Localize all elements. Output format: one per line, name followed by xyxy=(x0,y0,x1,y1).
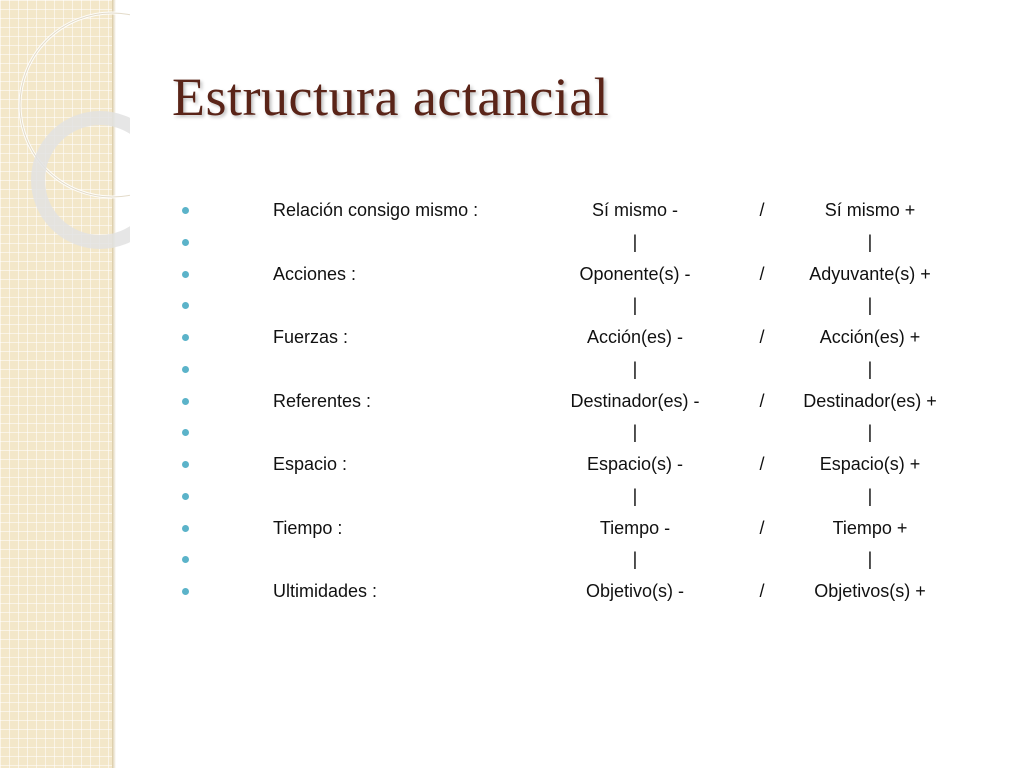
bullet-icon xyxy=(182,525,189,532)
bullet-icon xyxy=(182,207,189,214)
row-positive-term: | xyxy=(867,231,873,252)
slide-title: Estructura actancial xyxy=(172,67,610,127)
row-negative-term: Objetivo(s) - xyxy=(585,581,684,601)
row-positive-term: Acción(es) + xyxy=(819,327,921,347)
bullet-icon xyxy=(182,366,189,373)
row-separator: / xyxy=(759,263,765,284)
list-item xyxy=(0,576,1024,606)
row-separator: / xyxy=(759,581,765,601)
row-negative-term: Acción(es) - xyxy=(586,327,684,347)
list-item xyxy=(0,322,1024,352)
row-separator: / xyxy=(759,327,765,347)
row-negative-term: | xyxy=(632,295,638,316)
row-positive-term: | xyxy=(867,549,873,570)
row-positive-term: Destinador(es) + xyxy=(803,390,937,411)
bullet-icon xyxy=(182,429,189,436)
bullet-icon xyxy=(182,493,189,500)
row-label: Espacio : xyxy=(273,454,348,474)
row-positive-term: Sí mismo + xyxy=(824,200,916,220)
row-positive-term: Espacio(s) + xyxy=(819,454,921,474)
list-item xyxy=(0,227,1024,257)
list-item xyxy=(0,386,1024,416)
bullet-icon xyxy=(182,334,189,341)
row-positive-term: Objetivos(s) + xyxy=(814,581,926,601)
bullet-icon xyxy=(182,398,189,405)
row-positive-term: | xyxy=(867,358,873,379)
row-separator: / xyxy=(759,390,765,411)
row-separator: / xyxy=(759,517,765,538)
bullet-icon xyxy=(182,271,189,278)
row-label: Ultimidades : xyxy=(273,581,378,601)
row-negative-term: Oponente(s) - xyxy=(579,263,691,284)
row-positive-term: Adyuvante(s) + xyxy=(809,263,931,284)
bullet-icon xyxy=(182,239,189,246)
list-item xyxy=(0,354,1024,384)
list-item xyxy=(0,544,1024,574)
row-label: Acciones : xyxy=(273,263,357,284)
list-item xyxy=(0,417,1024,447)
row-label: Referentes : xyxy=(273,390,372,411)
row-negative-term: Destinador(es) - xyxy=(570,390,700,411)
row-negative-term: | xyxy=(632,549,638,570)
row-negative-term: Tiempo - xyxy=(599,517,671,538)
bullet-icon xyxy=(182,556,189,563)
row-negative-term: Espacio(s) - xyxy=(586,454,684,474)
row-label: Fuerzas : xyxy=(273,327,349,347)
row-negative-term: | xyxy=(632,231,638,252)
row-label: Tiempo : xyxy=(273,517,343,538)
list-item xyxy=(0,290,1024,320)
bullet-icon xyxy=(182,588,189,595)
row-negative-term: Sí mismo - xyxy=(591,200,678,220)
bullet-icon xyxy=(182,461,189,468)
row-label: Relación consigo mismo : xyxy=(273,200,479,220)
bullet-icon xyxy=(182,302,189,309)
row-negative-term: | xyxy=(632,422,638,443)
row-negative-term: | xyxy=(632,485,638,506)
row-positive-term: Tiempo + xyxy=(832,517,908,538)
row-separator: / xyxy=(759,454,765,474)
row-positive-term: | xyxy=(867,422,873,443)
list-item xyxy=(0,481,1024,511)
list-item xyxy=(0,513,1024,543)
row-positive-term: | xyxy=(867,485,873,506)
row-positive-term: | xyxy=(867,295,873,316)
row-separator: / xyxy=(759,200,765,220)
list-item xyxy=(0,259,1024,289)
list-item xyxy=(0,195,1024,225)
list-item xyxy=(0,449,1024,479)
row-negative-term: | xyxy=(632,358,638,379)
